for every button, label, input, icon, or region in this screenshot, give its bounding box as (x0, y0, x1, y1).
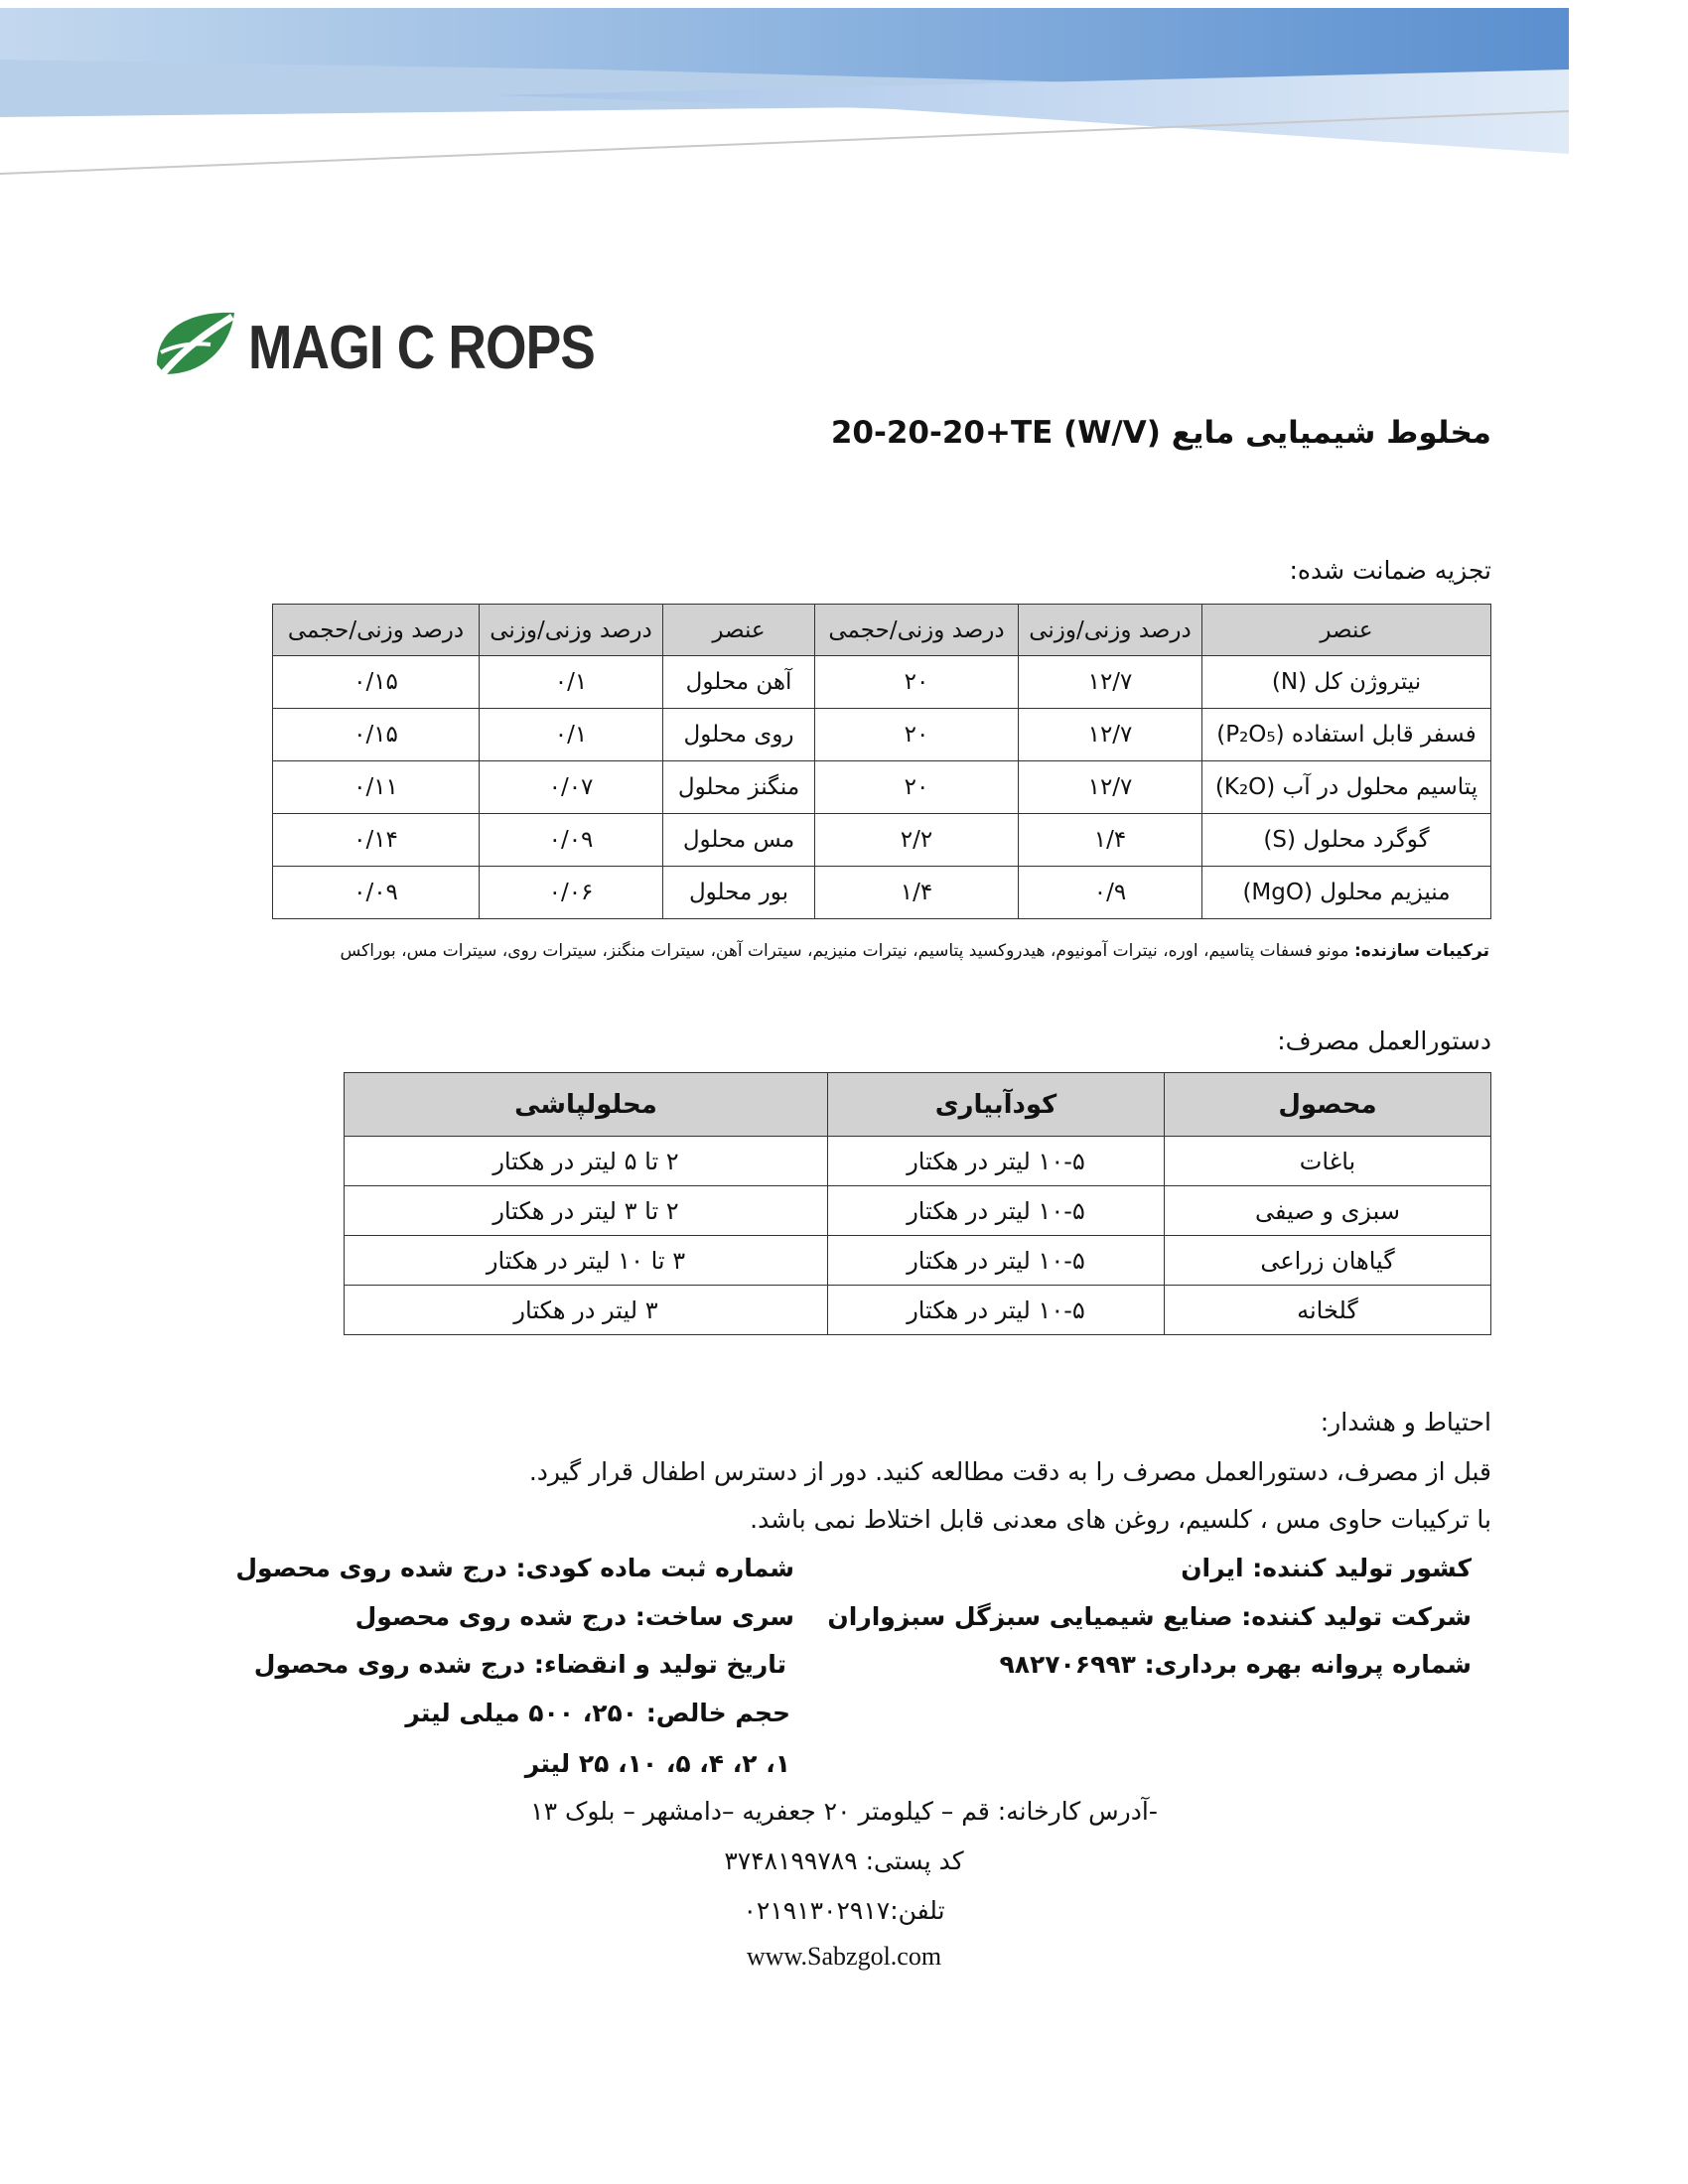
registration-info: شماره ثبت ماده کودی: درج شده روی محصول (235, 1554, 794, 1582)
factory-address (0, 1797, 1688, 1826)
table-row (273, 656, 1491, 709)
table-cell: ۰/۱۴ (273, 814, 480, 867)
header-cell: کودآبیاری (828, 1073, 1165, 1137)
table-cell: ۰/۰۷ (480, 761, 663, 814)
usage-label: دستورالعمل مصرف: (1277, 1026, 1491, 1055)
table-cell: سبزی و صیفی (1165, 1186, 1491, 1236)
components-label: ترکیبات سازنده: (1353, 941, 1489, 961)
table-cell: ۰/۱۵ (273, 656, 480, 709)
table-cell: ۳ تا ۱۰ لیتر در هکتار (345, 1236, 828, 1286)
table-row (345, 1137, 1491, 1186)
table-cell: آهن محلول (663, 656, 815, 709)
batch-info: سری ساخت: درج شده روی محصول (354, 1602, 794, 1631)
table-cell: ۰/۱۱ (273, 761, 480, 814)
company-info: شرکت تولید کننده: صنایع شیمیایی سبزگل سبزواران (827, 1602, 1472, 1631)
table-cell: ۰/۱ (480, 709, 663, 761)
table-row (273, 709, 1491, 761)
table-cell: منیزیم محلول (MgO) (1202, 867, 1491, 919)
table-cell: ۲/۲ (815, 814, 1019, 867)
table-cell: ۱۰-۵ لیتر در هکتار (828, 1286, 1165, 1335)
header-cell: درصد وزنی/وزنی (480, 605, 663, 656)
table-row (345, 1286, 1491, 1335)
page-title: مخلوط شیمیایی مایع (W/V) 20-20-20+TE (830, 415, 1491, 451)
components-text: مونو فسفات پتاسیم، اوره، نیترات آمونیوم، هیدروکسید پتاسیم، نیترات منیزیم، سیترات آهن، سیترات منگنز، سیترات روی، سیترات مس، بوراکس (340, 941, 1349, 961)
table-cell: ۱۲/۷ (1019, 656, 1202, 709)
table-row (345, 1186, 1491, 1236)
table-cell: ۲۰ (815, 656, 1019, 709)
warning-line-2: با ترکیبات حاوی مس ، کلسیم، روغن های معدنی قابل اختلاط نمی باشد. (750, 1505, 1491, 1534)
table-cell: گلخانه (1165, 1286, 1491, 1335)
website-link[interactable] (0, 1942, 1688, 1972)
country-info: کشور تولید کننده: ایران (1181, 1554, 1472, 1582)
usage-table (344, 1072, 1491, 1335)
table-cell: منگنز محلول (663, 761, 815, 814)
volume-info-2: ۱، ۲، ۴، ۵، ۱۰، ۲۵ لیتر (524, 1749, 790, 1778)
table-cell: مس محلول (663, 814, 815, 867)
table-cell: بور محلول (663, 867, 815, 919)
table-cell: ۰/۱۵ (273, 709, 480, 761)
table-row (273, 867, 1491, 919)
table-cell: ۲۰ (815, 709, 1019, 761)
table-cell: ۱۲/۷ (1019, 761, 1202, 814)
table-cell: ۱۰-۵ لیتر در هکتار (828, 1236, 1165, 1286)
license-info: شماره پروانه بهره برداری: ۹۸۲۷۰۶۹۹۳ (999, 1650, 1472, 1679)
table-row (273, 761, 1491, 814)
dates-info: تاریخ تولید و انقضاء: درج شده روی محصول (253, 1650, 786, 1679)
phone-text: تلفن:۰۲۱۹۱۳۰۲۹۱۷ (743, 1896, 945, 1925)
table-row (273, 814, 1491, 867)
header-band (0, 0, 1569, 179)
phone-number (0, 1896, 1688, 1925)
website-text[interactable]: www.Sabzgol.com (746, 1942, 942, 1971)
table-cell: ۲ تا ۳ لیتر در هکتار (345, 1186, 828, 1236)
table-cell: ۱۰-۵ لیتر در هکتار (828, 1137, 1165, 1186)
table-header-row (345, 1073, 1491, 1137)
analysis-label: تجزیه ضمانت شده: (1289, 556, 1491, 585)
table-cell: پتاسیم محلول در آب (K₂O) (1202, 761, 1491, 814)
header-cell: محلولپاشی (345, 1073, 828, 1137)
header-cell: محصول (1165, 1073, 1491, 1137)
table-cell: ۳ لیتر در هکتار (345, 1286, 828, 1335)
table-cell: ۱۰-۵ لیتر در هکتار (828, 1186, 1165, 1236)
table-cell: فسفر قابل استفاده (P₂O₅) (1202, 709, 1491, 761)
table-cell: ۱/۴ (1019, 814, 1202, 867)
table-cell: ۰/۰۶ (480, 867, 663, 919)
table-cell: باغات (1165, 1137, 1491, 1186)
postal-text: کد پستی: ۳۷۴۸۱۹۹۷۸۹ (724, 1846, 964, 1875)
leaf-logo-icon (147, 303, 242, 392)
analysis-table (272, 604, 1491, 919)
components-line (340, 941, 1489, 961)
table-cell: ۰/۹ (1019, 867, 1202, 919)
table-cell: گیاهان زراعی (1165, 1236, 1491, 1286)
postal-code (0, 1846, 1688, 1875)
table-row (345, 1236, 1491, 1286)
header-cell: درصد وزنی/حجمی (815, 605, 1019, 656)
table-cell: ۰/۱ (480, 656, 663, 709)
volume-info: حجم خالص: ۲۵۰، ۵۰۰ میلی لیتر (405, 1699, 790, 1727)
table-cell: گوگرد محلول (S) (1202, 814, 1491, 867)
header-cell: درصد وزنی/حجمی (273, 605, 480, 656)
table-cell: ۲ تا ۵ لیتر در هکتار (345, 1137, 828, 1186)
header-cell: درصد وزنی/وزنی (1019, 605, 1202, 656)
header-cell: عنصر (663, 605, 815, 656)
table-cell: ۲۰ (815, 761, 1019, 814)
table-cell: ۱۲/۷ (1019, 709, 1202, 761)
table-header-row (273, 605, 1491, 656)
address-text: -آدرس کارخانه: قم – کیلومتر ۲۰ جعفریه –دامشهر – بلوک ۱۳ (530, 1797, 1158, 1826)
table-cell: ۰/۰۹ (480, 814, 663, 867)
brand-name: MAGI C ROPS (248, 313, 595, 382)
table-cell: ۱/۴ (815, 867, 1019, 919)
header-cell: عنصر (1202, 605, 1491, 656)
table-cell: روی محلول (663, 709, 815, 761)
warning-label: احتیاط و هشدار: (1320, 1408, 1491, 1436)
table-cell: ۰/۰۹ (273, 867, 480, 919)
warning-line-1: قبل از مصرف، دستورالعمل مصرف را به دقت مطالعه کنید. دور از دسترس اطفال قرار گیرد. (528, 1457, 1491, 1486)
brand-logo (147, 298, 651, 397)
table-cell: نیتروژن کل (N) (1202, 656, 1491, 709)
